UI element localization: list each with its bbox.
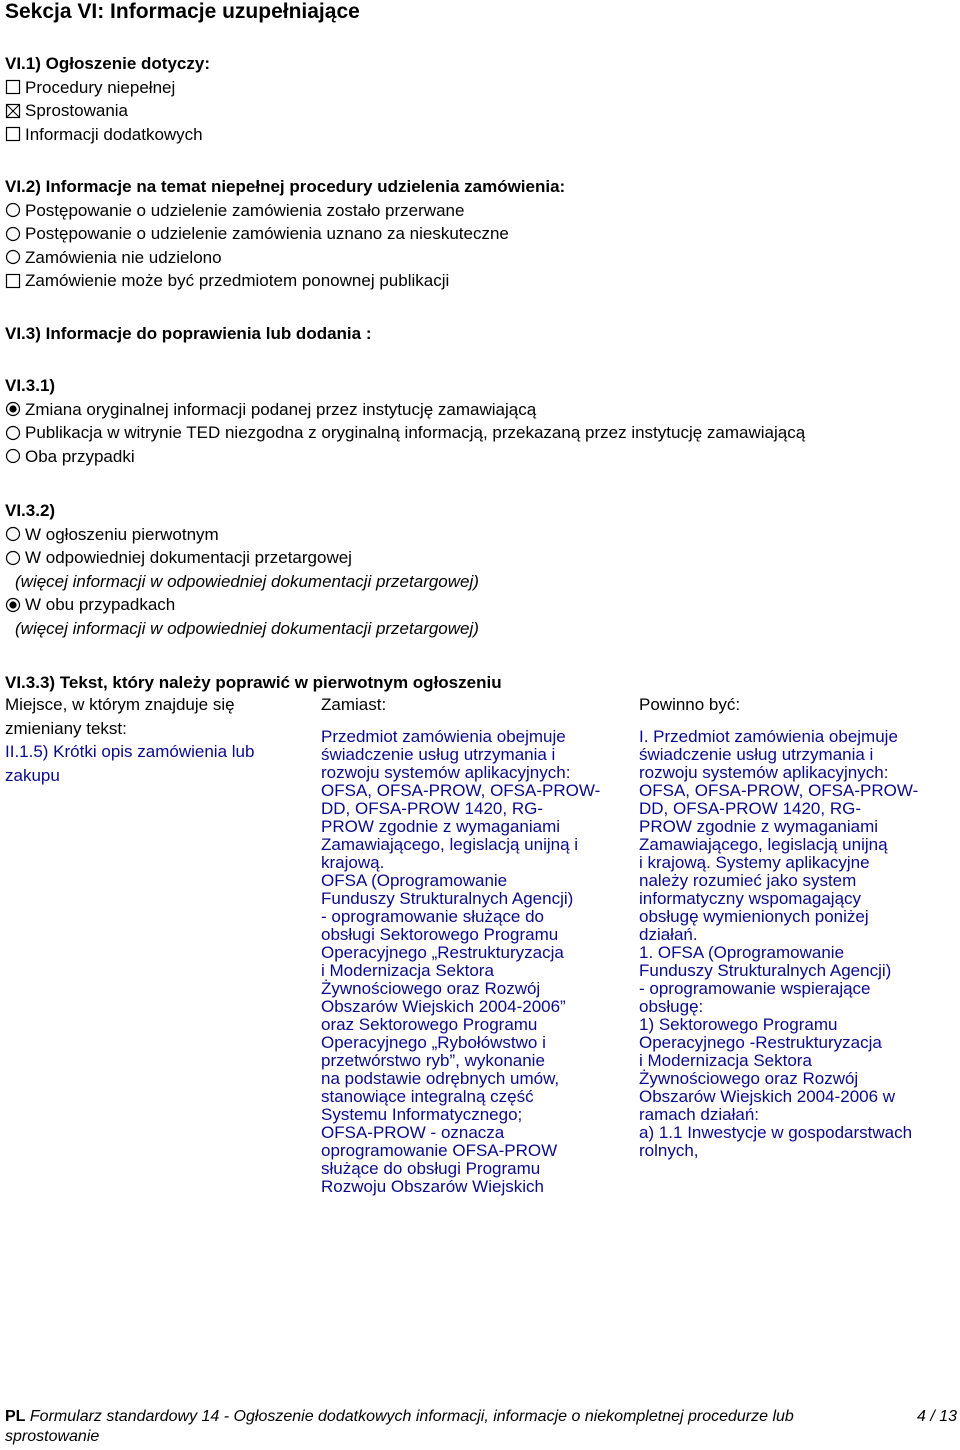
vi2-block [5, 175, 955, 293]
vi1-heading: VI.1) Ogłoszenie dotyczy: [5, 54, 210, 73]
vi31-option-ted [5, 421, 955, 445]
vi2-heading: VI.2) Informacje na temat niepełnej procedury udzielenia zamówienia: [5, 177, 566, 196]
option-label: Zmiana oryginalnej informacji podanej przez instytucję zamawiającą [25, 399, 537, 419]
vi33-block [5, 671, 955, 695]
radio-empty-icon [5, 226, 21, 242]
page-footer [5, 1407, 957, 1447]
radio-empty-icon [5, 249, 21, 265]
checkbox-empty-icon [5, 126, 21, 142]
vi32-option-pierwotnym [5, 523, 955, 547]
option-label: Informacji dodatkowych [25, 124, 203, 144]
column-zamiast [321, 693, 637, 1196]
option-label: W odpowiedniej dokumentacji przetargowej [25, 548, 352, 567]
column-location-value: II.1.5) Krótki opis zamówienia lub zakupu [5, 742, 255, 785]
checkbox-empty-icon [5, 273, 21, 289]
vi31-heading: VI.3.1) [5, 376, 56, 395]
vi32-note-obu: (więcej informacji w odpowiedniej dokumentacji przetargowej) [15, 618, 479, 638]
column-powinno-byc-label: Powinno być: [639, 695, 741, 714]
radio-selected-icon [5, 401, 21, 417]
vi33-heading: VI.3.3) Tekst, który należy poprawić w pierwotnym ogłoszeniu [5, 673, 502, 692]
vi2-option-nieskuteczne [5, 222, 955, 246]
column-powinno-byc [639, 693, 960, 1160]
option-label: Sprostowania [25, 101, 129, 120]
column-powinno-byc-text: I. Przedmiot zamówienia obejmuje świadczenie usług utrzymania i rozwoju systemów aplikacyjnych: OFSA, OFSA-PROW, OFSA-PROW- DD, OFSA-PROW 1420, RG- PROW zgodnie z wymaganiami Zamawiającego, legislacją unijną i krajową. Systemy aplikacyjne należy rozumieć jako system informatyczny wspomagający obsługę wymienionych poniżej działań. 1. OFSA (Oprogramowanie Funduszy Strukturalnych Agencji) - oprogramowanie wspierające obsługę: 1) Sektorowego Programu Operacyjnego -Restrukturyzacja i Modernizacja Sektora Żywnościowego oraz Rozwój Obszarów Wiejskich 2004-2006 w ramach działań: a) 1.1 Inwestycje w gospodarstwach rolnych, [639, 726, 919, 1160]
column-zamiast-text: Przedmiot zamówienia obejmuje świadczenie usług utrzymania i rozwoju systemów aplikacyjnych: OFSA, OFSA-PROW, OFSA-PROW- DD, OFSA-PROW 1420, RG- PROW zgodnie z wymaganiami Zamawiającego, legislacją unijną i krajową. OFSA (Oprogramowanie Funduszy Strukturalnych Agencji) - oprogramowanie służące do obsługi Sektorowego Programu Operacyjnego „Restrukturyzacja i Modernizacja Sektora Żywnościowego oraz Rozwój Obszarów Wiejskich 2004-2006” oraz Sektorowego Programu Operacyjnego „Rybołówstwo i przetwórstwo ryb”, wykonanie na podstawie odrębnych umów, stanowiące integralną część Systemu Informatycznego; OFSA-PROW - oznacza oprogramowanie OFSA-PROW służące do obsługi Programu Rozwoju Obszarów Wiejskich [321, 726, 601, 1196]
option-label: Postępowanie o udzielenie zamówienia zostało przerwane [25, 200, 465, 220]
vi2-option-nie-udzielono [5, 246, 955, 270]
radio-empty-icon [5, 448, 21, 464]
vi31-option-oba [5, 445, 955, 469]
vi32-block [5, 499, 955, 640]
vi2-option-przerwane [5, 199, 955, 223]
vi1-option-sprostowania [5, 99, 955, 123]
vi32-option-obu [5, 593, 955, 617]
vi32-note-dokumentacji: (więcej informacji w odpowiedniej dokumentacji przetargowej) [15, 571, 479, 591]
radio-empty-icon [5, 526, 21, 542]
vi31-block [5, 374, 955, 468]
footer-language: PL [5, 1408, 26, 1425]
option-label: Oba przypadki [25, 446, 135, 466]
vi1-option-informacji [5, 123, 955, 147]
option-label: Procedury niepełnej [25, 77, 176, 97]
vi2-option-ponowna-publikacja [5, 269, 955, 293]
radio-empty-icon [5, 202, 21, 218]
radio-selected-icon [5, 597, 21, 613]
column-zamiast-label: Zamiast: [321, 695, 387, 714]
footer-form-text: Formularz standardowy 14 - Ogłoszenie dodatkowych informacji, informacje o niekompletnej procedurze lub sprostowanie [5, 1408, 794, 1445]
option-label: Postępowanie o udzielenie zamówienia uznano za nieskuteczne [25, 224, 509, 243]
vi3-heading: VI.3) Informacje do poprawienia lub dodania : [5, 324, 372, 343]
checkbox-crossed-icon [5, 103, 21, 119]
option-label: Publikacja w witrynie TED niezgodna z oryginalną informacją, przekazaną przez instytucję zamawiającą [25, 423, 806, 442]
option-label: W obu przypadkach [25, 595, 176, 614]
section-title: Sekcja VI: Informacje uzupełniające [5, 0, 360, 23]
option-label: W ogłoszeniu pierwotnym [25, 524, 219, 544]
column-location-label: Miejsce, w którym znajduje się zmieniany tekst: [5, 695, 235, 738]
radio-empty-icon [5, 425, 21, 441]
checkbox-empty-icon [5, 79, 21, 95]
footer-page-number: 4 / 13 [916, 1408, 957, 1425]
column-location [5, 693, 295, 787]
radio-empty-icon [5, 550, 21, 566]
vi31-option-zmiana [5, 398, 955, 422]
vi32-option-dokumentacji [5, 546, 955, 570]
vi1-block [5, 52, 955, 146]
vi1-option-procedury [5, 76, 955, 100]
option-label: Zamówienie może być przedmiotem ponownej publikacji [25, 271, 450, 290]
vi3-block [5, 322, 955, 346]
option-label: Zamówienia nie udzielono [25, 247, 222, 267]
vi32-heading: VI.3.2) [5, 501, 56, 520]
